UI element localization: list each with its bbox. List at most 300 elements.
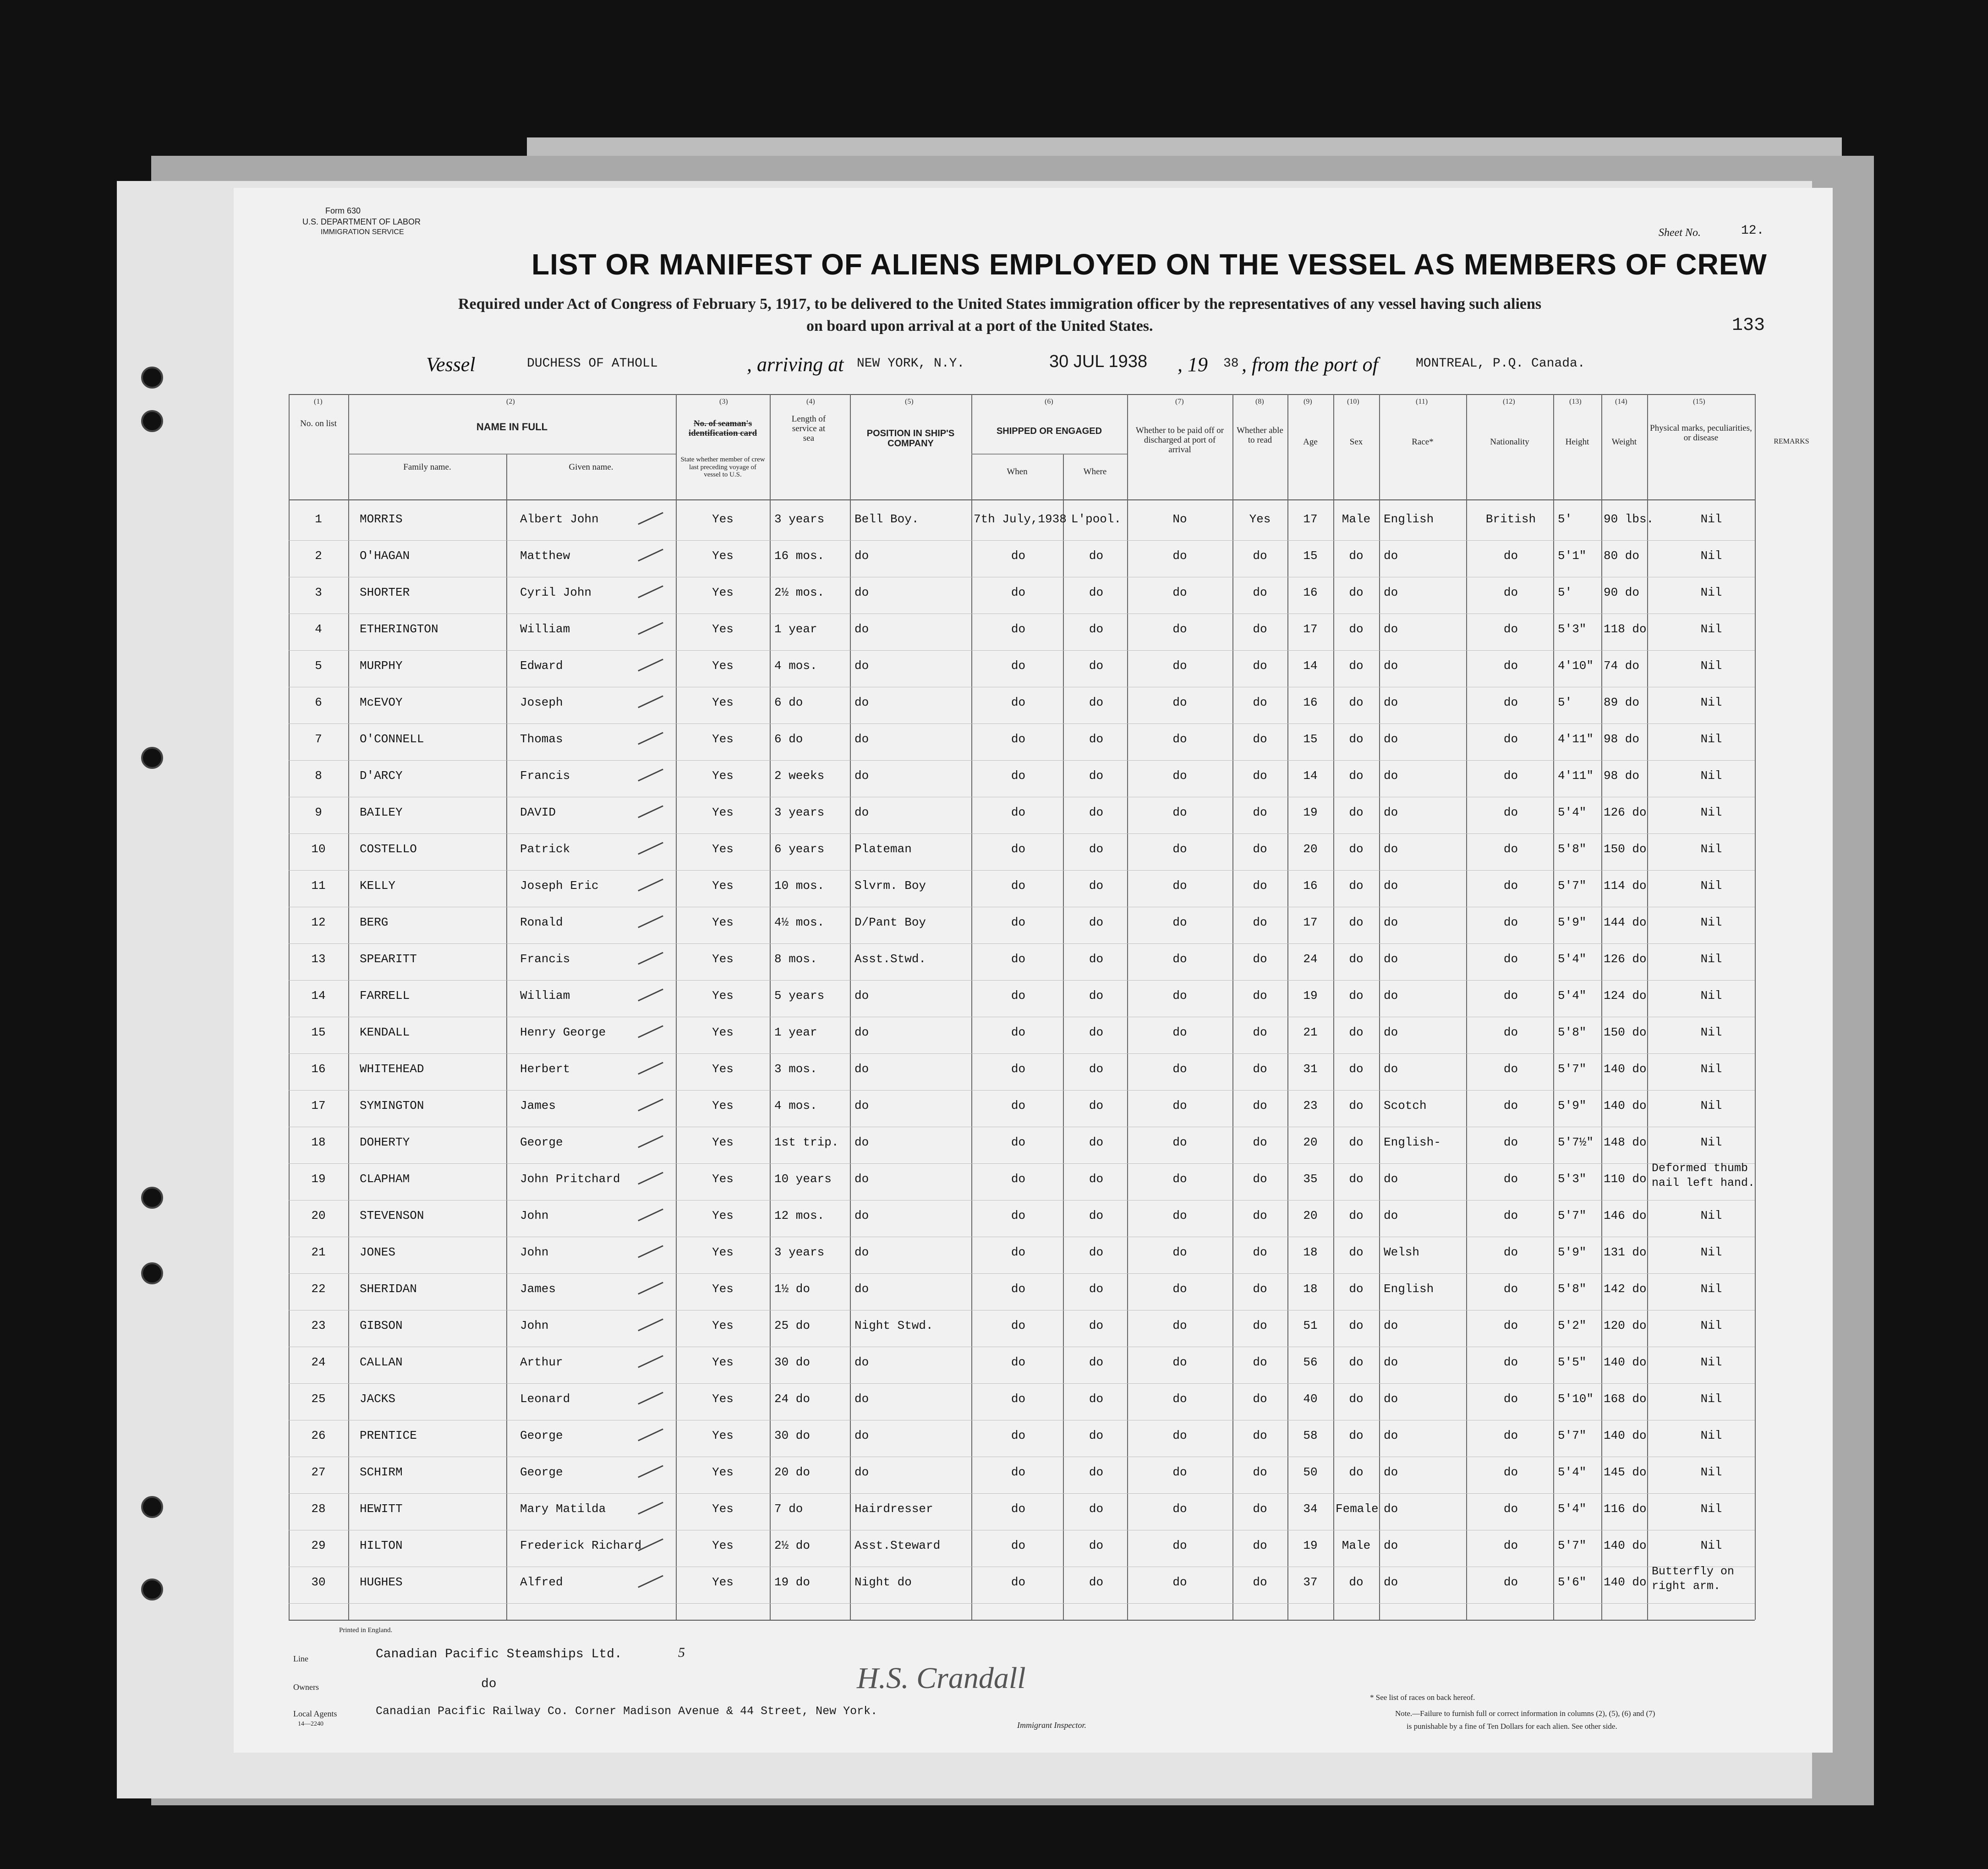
cell-sex: do [1349,952,1364,966]
cell-paid: do [1172,1465,1187,1479]
cell-family: COSTELLO [360,842,417,856]
cell-when: do [1011,1575,1026,1589]
cell-where: L'pool. [1071,512,1122,526]
cell-when: do [1011,1209,1026,1222]
cell-read: do [1253,1282,1267,1296]
cell-age: 17 [1303,512,1318,526]
cell-sex: do [1349,1172,1364,1186]
cell-where: do [1089,696,1104,709]
cell-prev: Yes [712,1209,734,1222]
cell-sex: do [1349,915,1364,929]
cell-sex: do [1349,1355,1364,1369]
cell-age: 37 [1303,1575,1318,1589]
cell-position: Bell Boy. [854,512,919,526]
cell-paid: do [1172,1282,1187,1296]
cell-paid: do [1172,696,1187,709]
cell-read: do [1253,879,1267,893]
cell-marks: Nil [1700,915,1722,929]
colnum-1: (1) [314,398,323,406]
cell-age: 16 [1303,586,1318,599]
cell-service: 1st trip. [774,1135,839,1149]
table-row [234,1164,1755,1200]
cell-weight: 74 do [1604,659,1640,673]
cell-position: do [854,659,869,673]
cell-service: 16 mos. [774,549,825,563]
arriving-port: NEW YORK, N.Y. [857,356,965,371]
cell-when: do [1011,1135,1026,1149]
cell-paid: do [1172,769,1187,783]
cell-sex: Female [1336,1502,1379,1516]
cell-position: do [854,1245,869,1259]
cell-position: Slvrm. Boy [854,879,926,893]
cell-no: 26 [311,1429,326,1442]
cell-race: do [1384,952,1398,966]
cell-height: 5'7" [1558,1429,1587,1442]
table-row [234,1091,1755,1126]
cell-service: 2½ mos. [774,586,825,599]
cell-height: 5'6" [1558,1575,1587,1589]
cell-where: do [1089,1429,1104,1442]
cell-prev: Yes [712,586,734,599]
cell-where: do [1089,1172,1104,1186]
cell-nat: do [1503,1135,1518,1149]
cell-nat: do [1503,1245,1518,1259]
cell-family: HILTON [360,1539,403,1552]
cell-where: do [1089,1392,1104,1406]
cell-nat: do [1503,769,1518,783]
table-row [234,1200,1755,1236]
cell-position: do [854,1465,869,1479]
colnum-13: (13) [1569,398,1582,406]
cell-weight: 140 do [1604,1575,1647,1589]
cell-read: do [1253,1025,1267,1039]
cell-given: Matthew [520,549,570,563]
cell-marks: Nil [1700,1319,1722,1332]
form-subtitle-1: Required under Act of Congress of February 5, 1917, to be delivered to the United States immigration officer by the representatives of any vessel having such aliens [458,296,1542,312]
cell-height: 5'7" [1558,1209,1587,1222]
cell-where: do [1089,1465,1104,1479]
cell-when: do [1011,1172,1026,1186]
cell-where: do [1089,1025,1104,1039]
cell-prev: Yes [712,1539,734,1552]
cell-nat: do [1503,622,1518,636]
cell-family: HEWITT [360,1502,403,1516]
cell-when: do [1011,769,1026,783]
cell-position: do [854,1062,869,1076]
cell-sex: do [1349,586,1364,599]
cell-height: 5'7" [1558,1062,1587,1076]
cell-read: do [1253,1355,1267,1369]
cell-given: John Pritchard [520,1172,620,1186]
cell-nat: British [1485,512,1536,526]
cell-given: Herbert [520,1062,570,1076]
cell-no: 20 [311,1209,326,1222]
cell-service: 20 do [774,1465,811,1479]
cell-paid: do [1172,586,1187,599]
table-row [234,1274,1755,1310]
cell-race: do [1384,915,1398,929]
cell-service: 6 do [774,696,803,709]
table-bottom-rule [289,1620,1755,1621]
cell-no: 22 [311,1282,326,1296]
department: U.S. DEPARTMENT OF LABOR [302,217,421,226]
cell-no: 1 [315,512,322,526]
cell-family: DOHERTY [360,1135,410,1149]
cell-weight: 90 lbs. [1604,512,1654,526]
punch-hole [141,1496,163,1518]
cell-nat: do [1503,1355,1518,1369]
cell-race: do [1384,732,1398,746]
cell-family: STEVENSON [360,1209,424,1222]
cell-race: do [1384,1392,1398,1406]
cell-given: John [520,1319,549,1332]
cell-position: do [854,622,869,636]
cell-weight: 150 do [1604,1025,1647,1039]
cell-paid: No [1172,512,1187,526]
owners-label: Owners [293,1683,319,1692]
cell-no: 6 [315,696,322,709]
cell-marks: Nil [1700,1539,1722,1552]
punch-hole [141,1262,163,1284]
cell-prev: Yes [712,1575,734,1589]
cell-prev: Yes [712,1392,734,1406]
cell-when: do [1011,1355,1026,1369]
cell-marks: Nil [1700,512,1722,526]
cell-marks: Butterfly on right arm. [1652,1565,1735,1593]
cell-race: do [1384,1209,1398,1222]
line-label: Line [293,1654,308,1663]
cell-race: English [1384,512,1434,526]
cell-where: do [1089,879,1104,893]
cell-weight: 80 do [1604,549,1640,563]
cell-when: do [1011,1319,1026,1332]
table-row [234,1530,1755,1566]
agents-code: 14—2240 [298,1721,323,1727]
cell-paid: do [1172,549,1187,563]
inspector-signature: H.S. Crandall [857,1661,1026,1695]
cell-when: do [1011,586,1026,599]
vessel-label: Vessel [426,353,476,376]
cell-age: 20 [1303,1135,1318,1149]
header-family-name: Family name. [403,462,451,472]
printed-in: Printed in England. [339,1627,393,1634]
cell-nat: do [1503,1575,1518,1589]
cell-no: 11 [311,879,326,893]
cell-prev: Yes [712,1502,734,1516]
cell-when: 7th July,1938 [974,512,1067,526]
cell-nat: do [1503,549,1518,563]
cell-nat: do [1503,1172,1518,1186]
cell-service: 25 do [774,1319,811,1332]
cell-paid: do [1172,1502,1187,1516]
cell-given: James [520,1282,556,1296]
cell-paid: do [1172,915,1187,929]
cell-when: do [1011,952,1026,966]
cell-where: do [1089,549,1104,563]
table-row [234,761,1755,796]
cell-family: SHERIDAN [360,1282,417,1296]
cell-read: do [1253,732,1267,746]
cell-family: JACKS [360,1392,396,1406]
table-row [234,1384,1755,1420]
cell-no: 16 [311,1062,326,1076]
cell-race: do [1384,586,1398,599]
cell-marks: Nil [1700,659,1722,673]
arriving-label: , arriving at [747,353,844,376]
cell-weight: 144 do [1604,915,1647,929]
cell-race: do [1384,549,1398,563]
header-weight: Weight [1611,437,1637,447]
cell-prev: Yes [712,1172,734,1186]
table-row [234,724,1755,760]
cell-sex: do [1349,1465,1364,1479]
from-port: MONTREAL, P.Q. Canada. [1416,356,1585,371]
punch-hole [141,410,163,432]
cell-age: 50 [1303,1465,1318,1479]
cell-family: HUGHES [360,1575,403,1589]
name-subhead-rule [348,454,676,455]
cell-given: Arthur [520,1355,563,1369]
cell-read: do [1253,1465,1267,1479]
cell-read: do [1253,659,1267,673]
cell-nat: do [1503,1502,1518,1516]
cell-marks: Deformed thumb nail left hand. [1652,1162,1755,1189]
colnum-3: (3) [719,398,728,406]
cell-given: Joseph Eric [520,879,599,893]
table-row [234,944,1755,980]
cell-position: Plateman [854,842,912,856]
cell-service: 30 do [774,1429,811,1442]
cell-when: do [1011,1099,1026,1113]
cell-sex: do [1349,1319,1364,1332]
cell-marks: Nil [1700,769,1722,783]
cell-height: 5' [1558,586,1572,599]
cell-family: PRENTICE [360,1429,417,1442]
cell-where: do [1089,1319,1104,1332]
cell-marks: Nil [1700,586,1722,599]
cell-race: do [1384,1319,1398,1332]
cell-position: do [854,696,869,709]
cell-where: do [1089,1245,1104,1259]
cell-paid: do [1172,806,1187,819]
table-row [234,1017,1755,1053]
cell-sex: do [1349,1282,1364,1296]
table-row [234,577,1755,613]
cell-where: do [1089,1539,1104,1552]
cell-race: do [1384,769,1398,783]
cell-marks: Nil [1700,879,1722,893]
cell-marks: Nil [1700,549,1722,563]
cell-prev: Yes [712,1429,734,1442]
colnum-12: (12) [1503,398,1515,406]
colnum-9: (9) [1303,398,1312,406]
cell-sex: Male [1342,512,1371,526]
cell-age: 35 [1303,1172,1318,1186]
cell-weight: 145 do [1604,1465,1647,1479]
cell-position: do [854,769,869,783]
vessel-name: DUCHESS OF ATHOLL [527,356,658,371]
cell-weight: 118 do [1604,622,1647,636]
form-title: LIST OR MANIFEST OF ALIENS EMPLOYED ON THE VESSEL AS MEMBERS OF CREW [531,248,1767,281]
cell-service: 10 mos. [774,879,825,893]
cell-where: do [1089,1502,1104,1516]
cell-height: 5'3" [1558,1172,1587,1186]
cell-service: 2 weeks [774,769,825,783]
cell-race: do [1384,659,1398,673]
colnum-5: (5) [905,398,914,406]
cell-position: do [854,1172,869,1186]
cell-age: 19 [1303,1539,1318,1552]
cell-height: 5'4" [1558,989,1587,1003]
cell-sex: do [1349,769,1364,783]
cell-position: do [854,1392,869,1406]
cell-family: BERG [360,915,389,929]
cell-age: 24 [1303,952,1318,966]
cell-position: do [854,1429,869,1442]
cell-nat: do [1503,806,1518,819]
cell-read: do [1253,1392,1267,1406]
cell-family: ETHERINGTON [360,622,438,636]
cell-age: 51 [1303,1319,1318,1332]
header-last-voyage: State whether member of crew last preceding voyage of vessel to U.S. [680,456,765,478]
form-subtitle-2: on board upon arrival at a port of the United States. [806,318,1153,334]
cell-height: 5' [1558,696,1572,709]
cell-given: Ronald [520,915,563,929]
cell-prev: Yes [712,512,734,526]
cell-when: do [1011,842,1026,856]
cell-service: 3 mos. [774,1062,817,1076]
header-height: Height [1565,437,1589,447]
cell-service: 1 year [774,1025,817,1039]
note-races: * See list of races on back hereof. [1370,1693,1475,1702]
cell-age: 15 [1303,732,1318,746]
cell-when: do [1011,696,1026,709]
cell-race: do [1384,1539,1398,1552]
cell-age: 17 [1303,915,1318,929]
punch-hole [141,747,163,769]
cell-family: GIBSON [360,1319,403,1332]
header-given-name: Given name. [569,462,613,472]
cell-age: 21 [1303,1025,1318,1039]
note-fine: is punishable by a fine of Ten Dollars for each alien. See other side. [1407,1722,1617,1731]
cell-no: 15 [311,1025,326,1039]
cell-prev: Yes [712,732,734,746]
cell-weight: 140 do [1604,1429,1647,1442]
cell-service: 4 mos. [774,659,817,673]
cell-age: 19 [1303,989,1318,1003]
cell-position: D/Pant Boy [854,915,926,929]
cell-sex: do [1349,622,1364,636]
cell-when: do [1011,1502,1026,1516]
header-shipped-engaged: SHIPPED OR ENGAGED [996,426,1102,436]
cell-when: do [1011,989,1026,1003]
cell-position: do [854,732,869,746]
cell-read: do [1253,1099,1267,1113]
cell-paid: do [1172,1392,1187,1406]
line-value: Canadian Pacific Steamships Ltd. [376,1647,622,1661]
cell-paid: do [1172,732,1187,746]
header-no-on-list: No. on list [300,419,337,428]
cell-when: do [1011,1539,1026,1552]
cell-weight: 140 do [1604,1539,1647,1552]
cell-family: MORRIS [360,512,403,526]
cell-family: WHITEHEAD [360,1062,424,1076]
cell-age: 19 [1303,806,1318,819]
cell-read: do [1253,806,1267,819]
cell-family: KELLY [360,879,396,893]
cell-no: 12 [311,915,326,929]
cell-position: do [854,806,869,819]
cell-position: do [854,1135,869,1149]
cell-service: 3 years [774,512,825,526]
cell-read: do [1253,915,1267,929]
header-id-card: No. of seaman's identification card [688,419,757,438]
cell-weight: 140 do [1604,1062,1647,1076]
cell-age: 31 [1303,1062,1318,1076]
cell-sex: Male [1342,1539,1371,1552]
cell-weight: 148 do [1604,1135,1647,1149]
cell-sex: do [1349,659,1364,673]
cell-read: do [1253,696,1267,709]
cell-no: 25 [311,1392,326,1406]
cell-family: KENDALL [360,1025,410,1039]
cell-service: 8 mos. [774,952,817,966]
cell-no: 19 [311,1172,326,1186]
cell-where: do [1089,1575,1104,1589]
note-failure: Note.—Failure to furnish full or correct information in columns (2), (5), (6) and (7) [1395,1709,1655,1718]
cell-marks: Nil [1700,989,1722,1003]
cell-service: 6 years [774,842,825,856]
cell-nat: do [1503,1209,1518,1222]
header-able-to-read: Whether able to read [1237,426,1283,445]
cell-sex: do [1349,1429,1364,1442]
cell-marks: Nil [1700,842,1722,856]
cell-paid: do [1172,1209,1187,1222]
table-row [234,1567,1755,1603]
cell-nat: do [1503,586,1518,599]
cell-position: Night do [854,1575,912,1589]
cell-race: do [1384,622,1398,636]
cell-given: DAVID [520,806,556,819]
cell-paid: do [1172,1062,1187,1076]
cell-sex: do [1349,732,1364,746]
cell-race: Welsh [1384,1245,1420,1259]
sheet-label: Sheet No. [1659,227,1701,239]
punch-hole [141,1187,163,1209]
cell-weight: 168 do [1604,1392,1647,1406]
cell-weight: 131 do [1604,1245,1647,1259]
cell-read: do [1253,1429,1267,1442]
cell-where: do [1089,732,1104,746]
cell-read: do [1253,1135,1267,1149]
header-position: POSITION IN SHIP'S COMPANY [866,428,955,449]
cell-height: 5'8" [1558,1025,1587,1039]
cell-marks: Nil [1700,732,1722,746]
cell-read: do [1253,1575,1267,1589]
cell-when: do [1011,1429,1026,1442]
cell-age: 16 [1303,879,1318,893]
cell-marks: Nil [1700,1025,1722,1039]
cell-where: do [1089,1135,1104,1149]
cell-no: 18 [311,1135,326,1149]
cell-nat: do [1503,952,1518,966]
cell-height: 4'11" [1558,769,1594,783]
cell-no: 28 [311,1502,326,1516]
cell-service: 7 do [774,1502,803,1516]
cell-age: 14 [1303,769,1318,783]
cell-sex: do [1349,842,1364,856]
cell-read: do [1253,622,1267,636]
